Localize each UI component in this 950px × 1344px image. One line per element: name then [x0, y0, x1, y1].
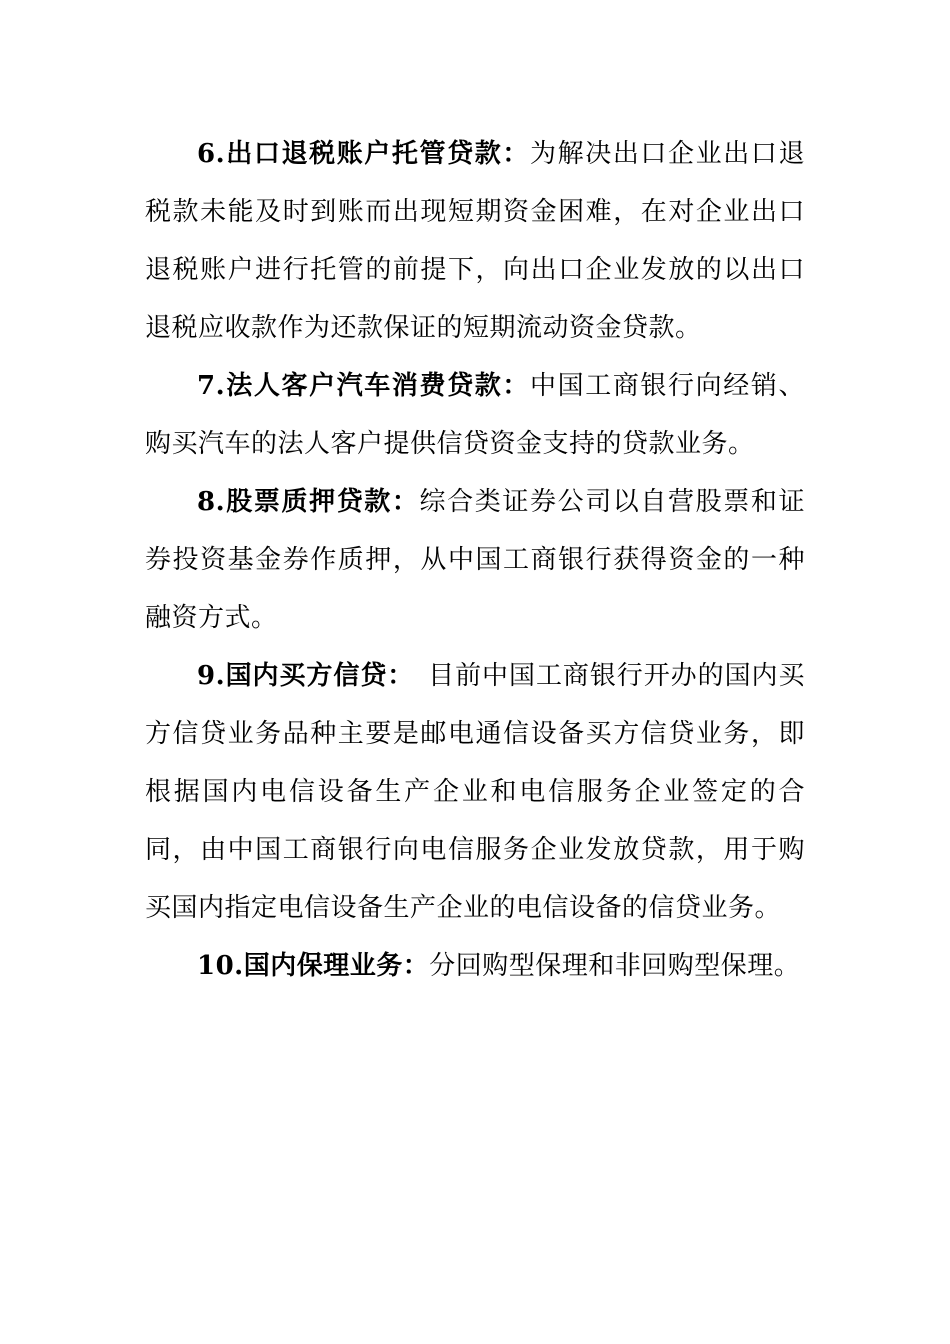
paragraph-7-body: 中国工商银行向经销、购买汽车的法人客户提供信贷资金支持的贷款业务。 — [145, 371, 805, 459]
document-page — [145, 125, 805, 995]
paragraph-10 — [145, 937, 805, 995]
paragraph-9-body: 目前中国工商银行开办的国内买方信贷业务品种主要是邮电通信设备买方信贷业务，即根据国内电信设备生产企业和电信服务企业签定的合同，由中国工商银行向电信服务企业发放贷款，用于购买国内指定电信设备生产企业的电信设备的信贷业务。 — [145, 661, 805, 923]
paragraph-10-title: 10.国内保理业务： — [197, 951, 430, 981]
paragraph-7 — [145, 357, 805, 473]
paragraph-9-title: 9.国内买方信贷： — [197, 661, 402, 691]
paragraph-8-title: 8.股票质押贷款： — [197, 487, 420, 517]
paragraph-8-body: 综合类证券公司以自营股票和证券投资基金券作质押，从中国工商银行获得资金的一种融资方式。 — [145, 487, 805, 633]
paragraph-10-body: 分回购型保理和非回购型保理。 — [429, 951, 801, 981]
paragraph-9 — [145, 647, 805, 937]
paragraph-6 — [145, 125, 805, 357]
paragraph-6-body: 为解决出口企业出口退税款未能及时到账而出现短期资金困难，在对企业出口退税账户进行托管的前提下，向出口企业发放的以出口退税应收款作为还款保证的短期流动资金贷款。 — [145, 139, 805, 343]
paragraph-7-title: 7.法人客户汽车消费贷款： — [197, 371, 530, 401]
paragraph-8 — [145, 473, 805, 647]
paragraph-6-title: 6.出口退税账户托管贷款： — [197, 139, 530, 169]
